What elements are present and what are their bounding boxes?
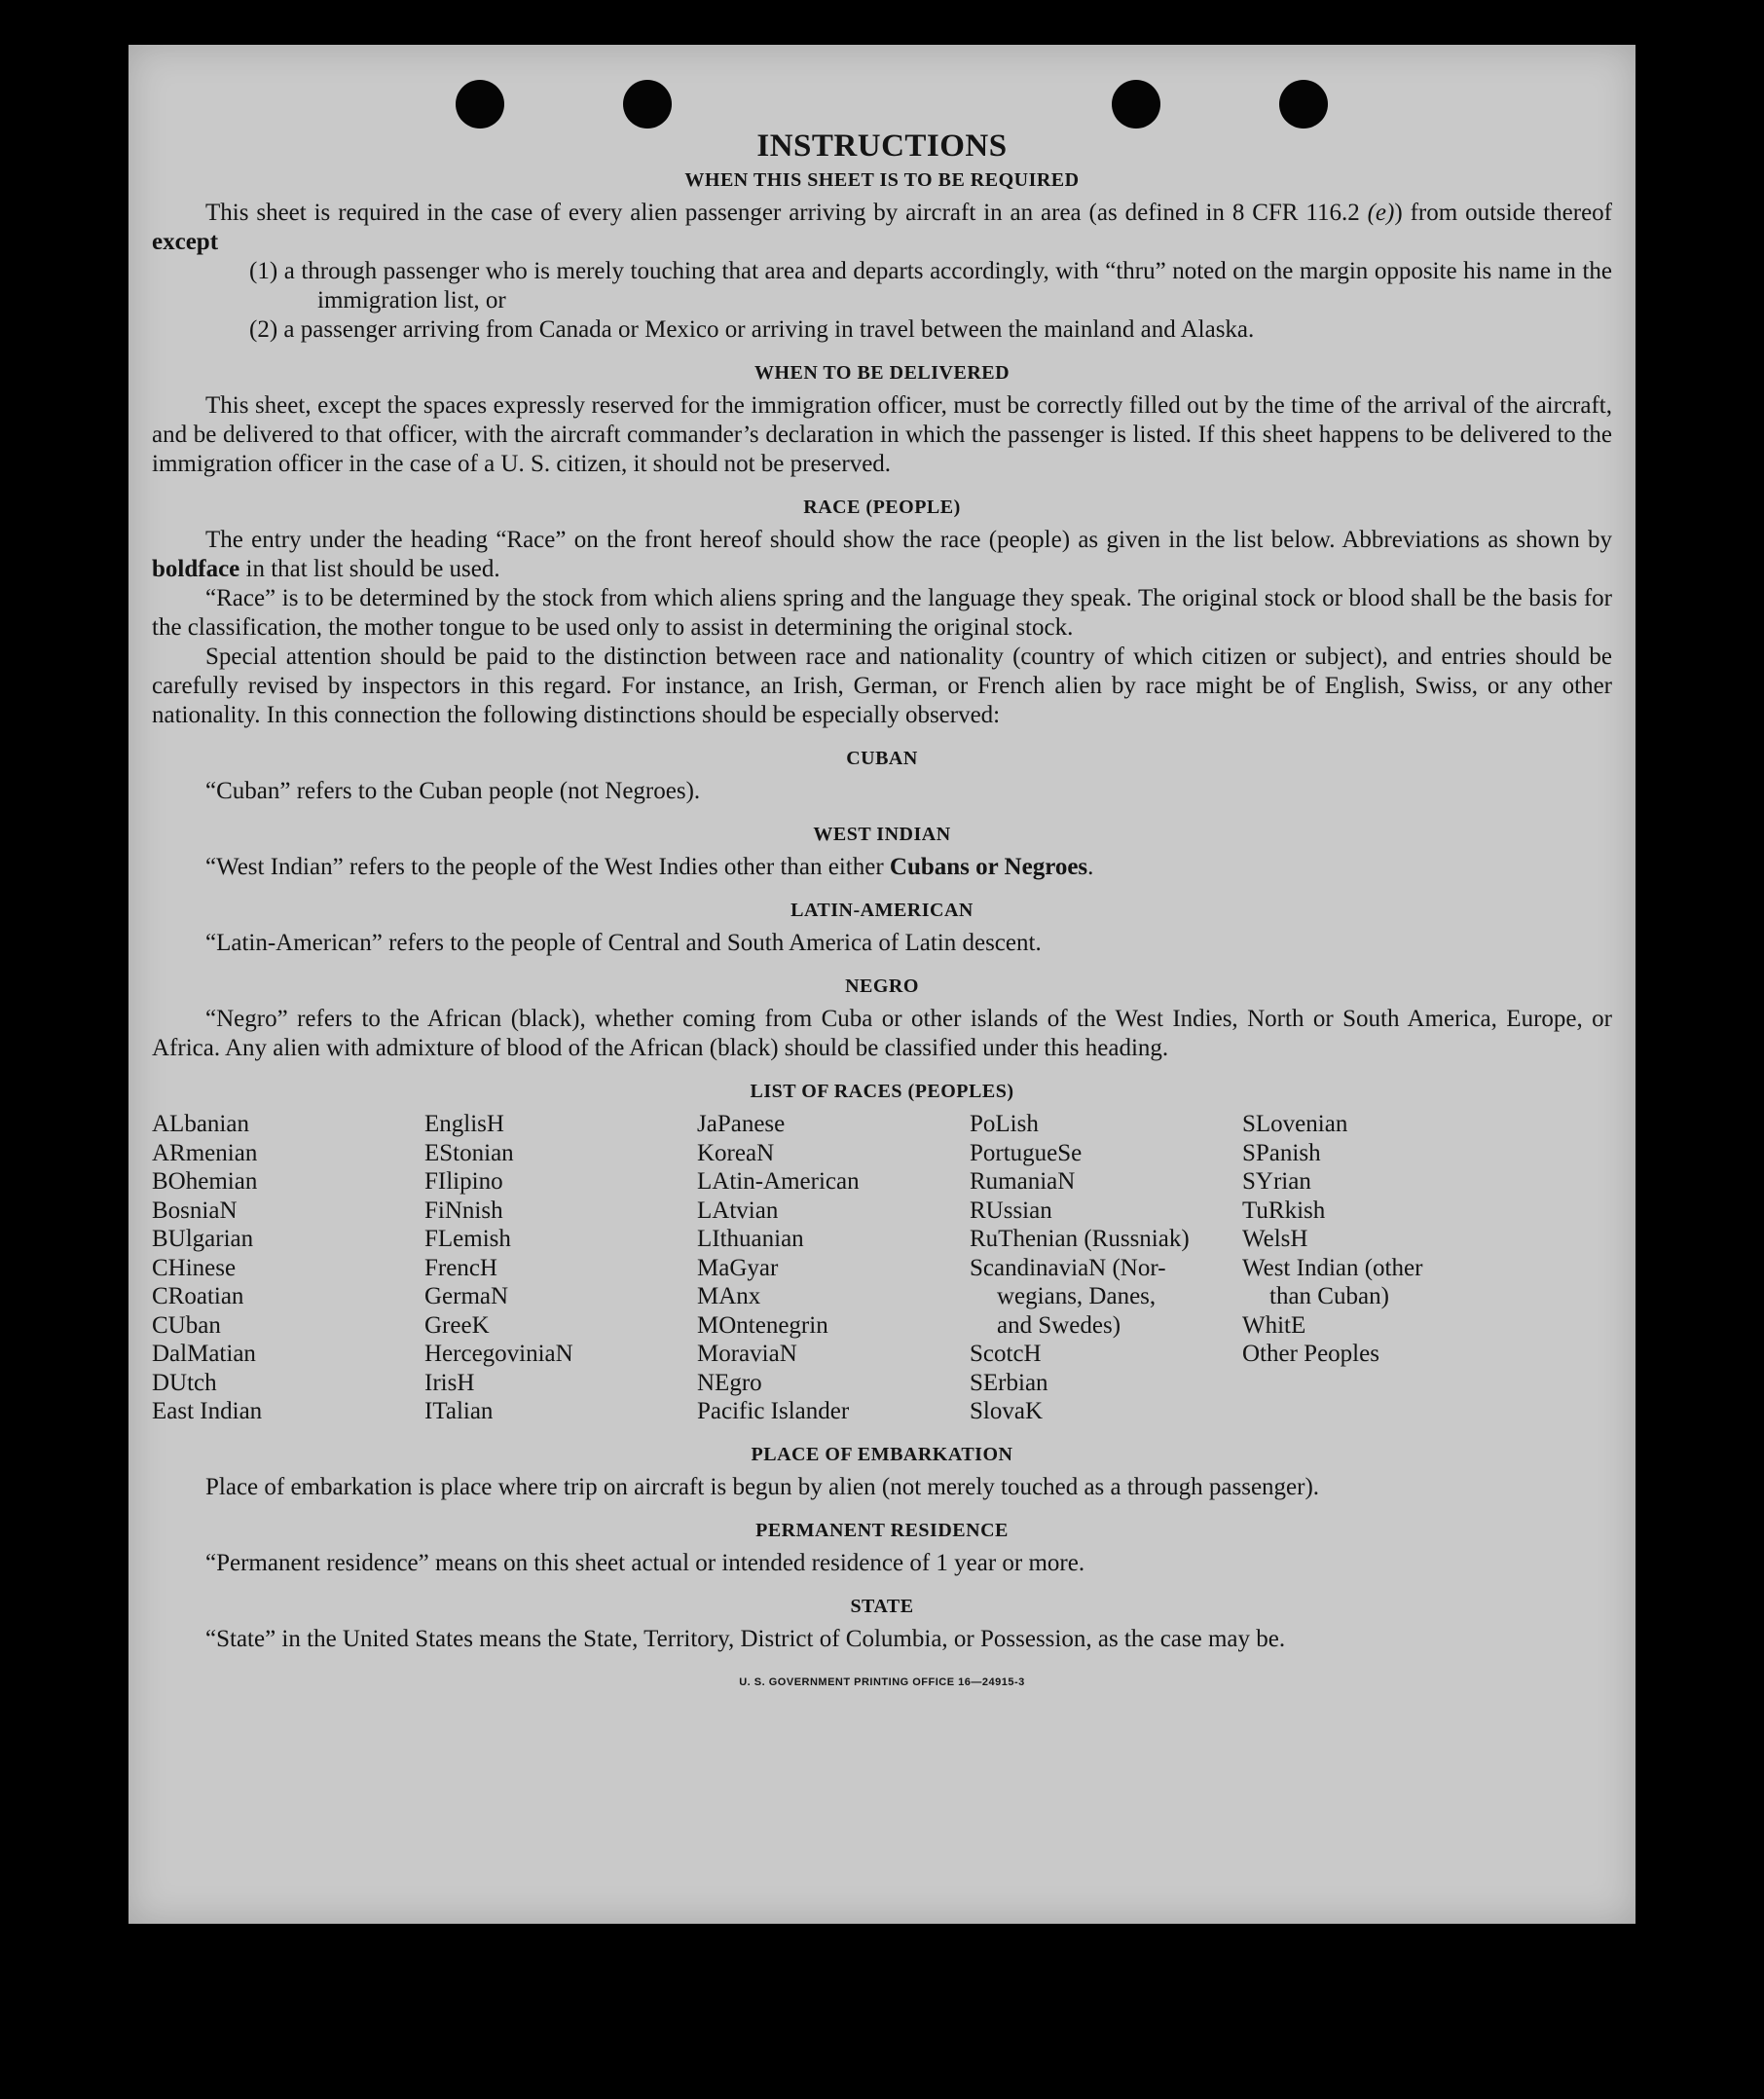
race-paragraph-3: Special attention should be paid to the distinction between race and nationality (country of which citizen or subject), and entries should be carefully revised by inspectors in this regard. For instance, an Irish, German, or French alien by race might be of English, Swiss, or any other nationality. In this connection the following distinctions should be especially observed: [152, 644, 1612, 728]
heading-when-required: WHEN THIS SHEET IS TO BE REQUIRED [684, 169, 1080, 191]
races-list [152, 1110, 1612, 1426]
race-item: LAtvian [697, 1197, 779, 1224]
when-required-item-2: (2) a passenger arriving from Canada or Mexico or arriving in travel between the mainland and Alaska. [249, 316, 1255, 343]
race-item: PoLish [970, 1111, 1039, 1137]
heading-permanent-residence: PERMANENT RESIDENCE [755, 1519, 1009, 1541]
race-item: PortugueSe [970, 1139, 1083, 1166]
race-item: BOhemian [152, 1168, 258, 1195]
races-column-2 [424, 1110, 697, 1426]
embarkation-text: Place of embarkation is place where trip on aircraft is begun by alien (not merely touched as a through passenger). [205, 1473, 1320, 1500]
race-item: EnglisH [424, 1111, 504, 1137]
race-item: TuRkish [1242, 1197, 1326, 1224]
state-text: “State” in the United States means the State, Territory, District of Columbia, or Possession, as the case may be. [205, 1625, 1286, 1652]
race-item: DUtch [152, 1369, 217, 1396]
races-column-5 [1242, 1110, 1515, 1426]
race-item: MAnx [697, 1283, 761, 1309]
race-paragraph-1: The entry under the heading “Race” on the front hereof should show the race (people) as given in the list below. Abbreviations as shown by boldface in that list should be used. [152, 527, 1612, 582]
race-item: HercegoviniaN [424, 1341, 573, 1367]
when-delivered-text: This sheet, except the spaces expressly reserved for the immigration officer, must be correctly filled out by the time of the arrival of the aircraft, and be delivered to that officer, with the aircraft commander’s declaration in which the passenger is listed. If this sheet happens to be delivered to the immigration officer in the case of a U. S. citizen, it should not be preserved. [152, 392, 1612, 477]
races-column-3 [697, 1110, 970, 1426]
race-item: Pacific Islander [697, 1398, 850, 1424]
race-item: ScandinaviaN (Nor- [970, 1254, 1166, 1281]
page-title: INSTRUCTIONS [756, 129, 1008, 164]
race-item: LIthuanian [697, 1226, 804, 1252]
race-item: IrisH [424, 1369, 475, 1396]
heading-negro: NEGRO [845, 976, 919, 997]
cuban-text: “Cuban” refers to the Cuban people (not Negroes). [205, 778, 701, 804]
race-item: GreeK [424, 1311, 490, 1339]
race-item: BosniaN [152, 1197, 238, 1224]
race-item: SYrian [1242, 1168, 1311, 1195]
race-item: SErbian [970, 1369, 1048, 1396]
race-item: LAtin-American [697, 1168, 860, 1195]
race-item: BUlgarian [152, 1226, 254, 1252]
west-indian-text: “West Indian” refers to the people of the West Indies other than either Cubans or Negroes. [205, 854, 1094, 880]
race-item: West Indian (other [1242, 1254, 1423, 1281]
race-item: ALbanian [152, 1111, 249, 1137]
punch-hole [1112, 80, 1160, 129]
race-item: EStonian [424, 1139, 514, 1166]
race-item-continued: wegians, Danes, [997, 1283, 1157, 1309]
punch-hole [623, 80, 672, 129]
when-required-intro: This sheet is required in the case of every alien passenger arriving by aircraft in an area (as defined in 8 CFR 116.2 (e)) from outside thereof except [152, 200, 1612, 255]
race-item-continued: than Cuban) [1269, 1283, 1389, 1309]
race-item: DalMatian [152, 1341, 256, 1367]
race-paragraph-2: “Race” is to be determined by the stock from which aliens spring and the language they speak. The original stock or blood shall be the basis for the classification, the mother tongue to be used only to assist in determining the original stock. [152, 585, 1612, 641]
printer-footer: U. S. GOVERNMENT PRINTING OFFICE 16—24915-3 [739, 1676, 1025, 1688]
race-item: CHinese [152, 1254, 237, 1281]
race-item: KoreaN [697, 1139, 775, 1166]
residence-text: “Permanent residence” means on this sheet actual or intended residence of 1 year or more. [205, 1549, 1085, 1576]
race-item: FIlipino [424, 1168, 503, 1195]
heading-place-of-embarkation: PLACE OF EMBARKATION [751, 1443, 1013, 1465]
heading-race: RACE (PEOPLE) [803, 497, 961, 518]
race-item: SPanish [1242, 1139, 1321, 1166]
instructions-body [152, 129, 1612, 1697]
heading-state: STATE [850, 1595, 914, 1617]
race-item: FLemish [424, 1226, 511, 1252]
race-item: ARmenian [152, 1139, 258, 1166]
race-item: WelsH [1242, 1226, 1308, 1252]
race-item: East Indian [152, 1398, 263, 1424]
race-item: ScotcH [970, 1341, 1042, 1367]
heading-when-delivered: WHEN TO BE DELIVERED [753, 362, 1011, 384]
heading-list-of-races: LIST OF RACES (PEOPLES) [750, 1081, 1014, 1102]
race-item: MOntenegrin [697, 1311, 828, 1339]
races-column-1 [152, 1110, 424, 1426]
heading-latin-american: LATIN-AMERICAN [790, 900, 974, 921]
race-item: ITalian [424, 1398, 494, 1424]
race-item: SLovenian [1242, 1111, 1348, 1137]
race-item: RumaniaN [970, 1168, 1076, 1195]
race-item-continued: and Swedes) [997, 1311, 1121, 1339]
race-item: FrencH [424, 1254, 497, 1281]
heading-cuban: CUBAN [846, 748, 918, 769]
when-required-item-1: (1) a through passenger who is merely touching that area and departs accordingly, with “thru” noted on the margin opposite his name in the immigration list, or [249, 258, 1612, 313]
race-item: Other Peoples [1242, 1341, 1379, 1367]
document-page [129, 45, 1635, 1924]
punch-hole [456, 80, 504, 129]
races-column-4 [970, 1110, 1242, 1426]
race-item: CRoatian [152, 1283, 244, 1309]
heading-west-indian: WEST INDIAN [813, 824, 951, 845]
race-item: CUban [152, 1311, 221, 1339]
race-item: WhitE [1242, 1311, 1306, 1339]
race-item: JaPanese [697, 1111, 786, 1137]
race-item: FiNnish [424, 1197, 503, 1224]
race-item: GermaN [424, 1283, 509, 1309]
latin-american-text: “Latin-American” refers to the people of Central and South America of Latin descent. [205, 930, 1042, 956]
race-item: RuThenian (Russniak) [970, 1226, 1190, 1252]
race-item: NEgro [697, 1369, 762, 1396]
race-item: MoraviaN [697, 1341, 797, 1367]
punch-hole [1279, 80, 1328, 129]
race-item: MaGyar [697, 1254, 779, 1281]
race-item: RUssian [970, 1197, 1052, 1224]
race-item: SlovaK [970, 1398, 1043, 1424]
negro-text: “Negro” refers to the African (black), whether coming from Cuba or other islands of the West Indies, North or South America, Europe, or Africa. Any alien with admixture of blood of the African (black) should be classified under this heading. [152, 1006, 1612, 1061]
